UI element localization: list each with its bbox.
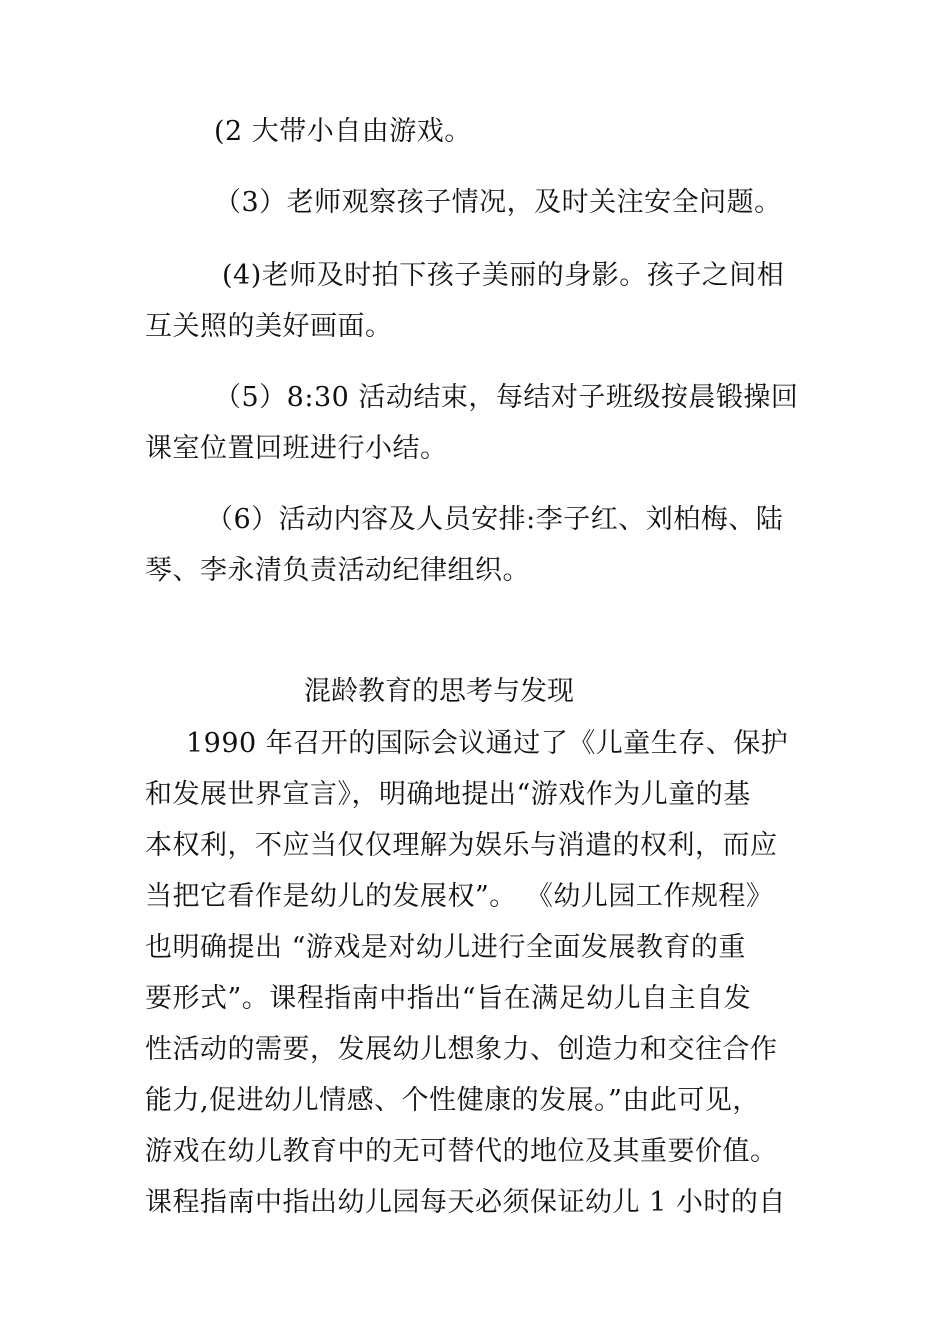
item-5-line-1: （5）8:30 活动结束，每结对子班级按晨锻操回 [214, 382, 799, 413]
body-line-6: 要形式”。课程指南中指出“旨在满足幼儿自主自发 [145, 983, 752, 1014]
body-line-10: 课程指南中指出幼儿园每天必须保证幼儿 1 小时的自 [145, 1187, 786, 1218]
item-2-line: (2 大带小自由游戏。 [214, 116, 472, 147]
section-title: 混龄教育的思考与发现 [304, 676, 574, 707]
body-line-1: 1990 年召开的国际会议通过了《儿童生存、保护 [186, 728, 789, 759]
item-6-line-1: （6）活动内容及人员安排:李子红、刘柏梅、陆 [206, 504, 784, 535]
item-3-line: （3）老师观察孩子情况，及时关注安全问题。 [214, 187, 782, 218]
body-line-5: 也明确提出 “游戏是对幼儿进行全面发展教育的重 [145, 932, 746, 963]
item-4-line-2: 互关照的美好画面。 [145, 311, 393, 342]
body-line-4: 当把它看作是幼儿的发展权”。 《幼儿园工作规程》 [145, 881, 774, 912]
body-line-9: 游戏在幼儿教育中的无可替代的地位及其重要价值。 [145, 1136, 778, 1167]
item-4-line-1: (4)老师及时拍下孩子美丽的身影。孩子之间相 [222, 260, 785, 291]
body-line-8: 能力,促进幼儿情感、个性健康的发展。”由此可见， [145, 1085, 760, 1116]
body-line-7: 性活动的需要，发展幼儿想象力、创造力和交往合作 [145, 1034, 778, 1065]
item-5-line-2: 课室位置回班进行小结。 [145, 433, 448, 464]
body-line-2: 和发展世界宣言》，明确地提出“游戏作为儿童的基 [145, 779, 751, 810]
item-6-line-2: 琴、李永清负责活动纪律组织。 [145, 555, 530, 586]
body-line-3: 本权利，不应当仅仅理解为娱乐与消遣的权利，而应 [145, 830, 778, 861]
